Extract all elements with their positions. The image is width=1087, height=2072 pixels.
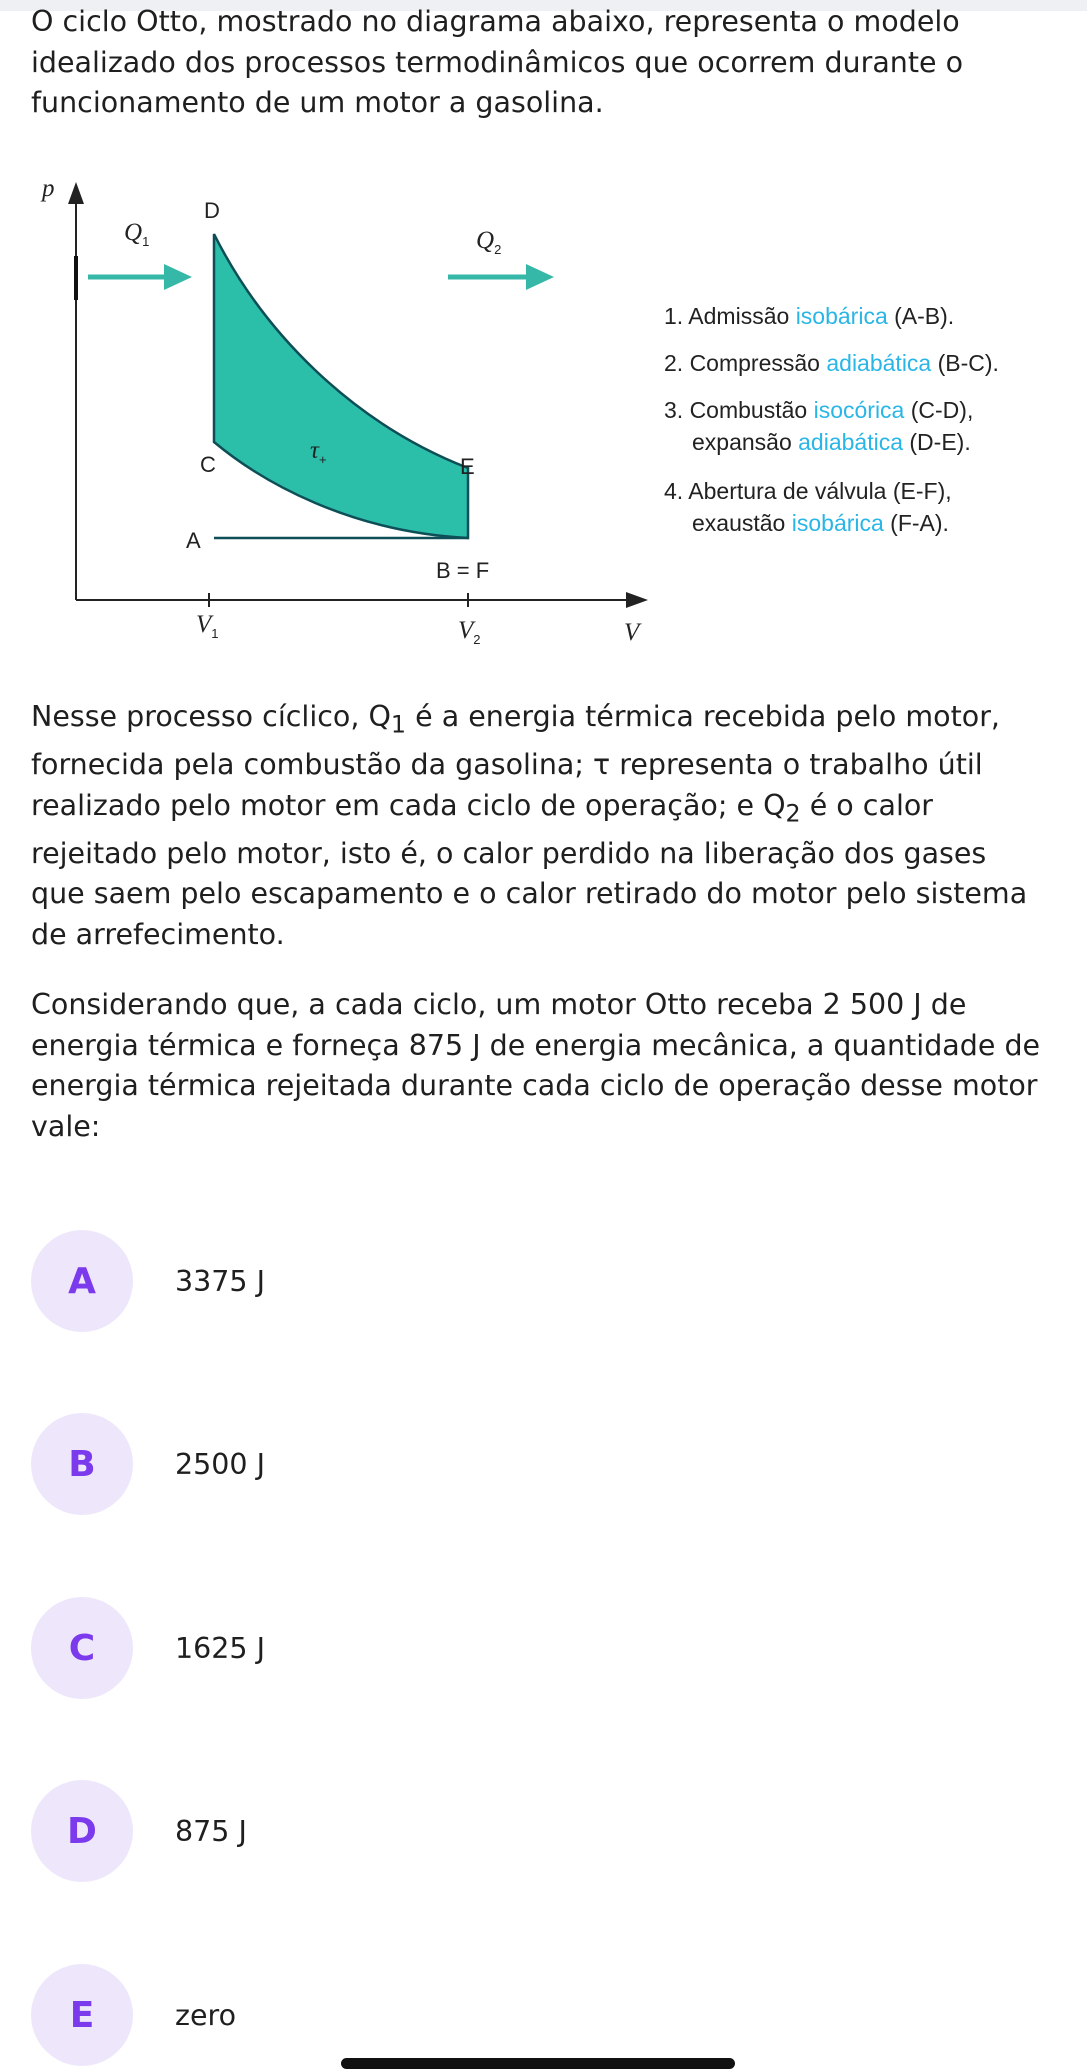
otto-cycle-diagram [0,160,1087,660]
p-axis-arrow-icon [68,182,84,204]
q2-arrow-icon [526,264,554,290]
q1-subscript: 1 [390,710,407,739]
step-4a: 4. Abertura de válvula (E-F), [664,478,952,504]
q2-subscript: 2 [785,799,801,828]
step-1: 1. Admissão isobárica (A-B). [664,303,955,329]
option-c-letter: C [31,1597,133,1699]
option-e-text: zero [175,1998,237,2032]
point-a-label: A [186,528,201,553]
q1-arrow-icon [164,264,192,290]
q2-label: $Q_2$ [476,227,502,257]
intro-text: O ciclo Otto, mostrado no diagrama abaixo, representa o modelo idealizado dos processos termodinâmicos que ocorrem durante o funcionamento de um motor a gasolina. [31,5,964,119]
step-3a: 3. Combustão isocórica (C-D), [664,397,974,423]
step-list [664,303,999,536]
option-a-letter: A [31,1230,133,1332]
option-e-letter: E [31,1964,133,2066]
work-area [214,234,468,538]
step-4b: exaustão isobárica (F-A). [692,510,949,536]
option-c-text: 1625 J [175,1631,265,1665]
q1-label: $Q_1$ [124,219,150,249]
option-b-text: 2500 J [175,1447,265,1481]
option-d-letter: D [31,1780,133,1882]
option-b-letter: B [31,1413,133,1515]
option-e[interactable] [31,1964,236,2066]
explanation-part-3: é o calor rejeitado pelo motor, isto é, o calor perdido na liberação dos gases que saem pelo escapamento e o calor retirado do motor pelo sistema de arrefecimento. [31,788,1028,951]
point-e-label: E [460,454,475,479]
v2-label: $V_2$ [458,617,481,647]
step-2: 2. Compressão adiabática (B-C). [664,350,999,376]
explanation-text [31,697,1041,955]
explanation-part-1: Nesse processo cíclico, Q [31,700,391,733]
question-text: Considerando que, a cada ciclo, um motor Otto receba 2 500 J de energia térmica e forneça 875 J de energia mecânica, a quantidade de energia térmica rejeitada durante cada ciclo de operação desse motor vale: [31,988,1041,1143]
option-c[interactable] [31,1597,265,1699]
option-d[interactable] [31,1780,247,1882]
v1-label: $V_1$ [196,611,219,641]
point-bf-label: B = F [436,558,490,583]
option-a-text: 3375 J [175,1264,265,1298]
option-a[interactable] [31,1230,265,1332]
axis-p-label: p [42,175,55,202]
point-d-label: D [204,198,220,223]
option-b[interactable] [31,1413,265,1515]
option-d-text: 875 J [175,1814,247,1848]
step-3b: expansão adiabática (D-E). [692,429,971,455]
point-c-label: C [200,452,216,477]
tau-label: $\tau_+$ [310,437,327,467]
explanation-part-2: é a energia térmica recebida pelo motor, fornecida pela combustão da gasolina; τ representa o trabalho útil realizado pelo motor em cada ciclo de operação; e Q [31,700,1000,822]
axis-v-label: V [624,619,640,646]
home-indicator [341,2058,735,2069]
v-axis-arrow-icon [626,592,648,608]
